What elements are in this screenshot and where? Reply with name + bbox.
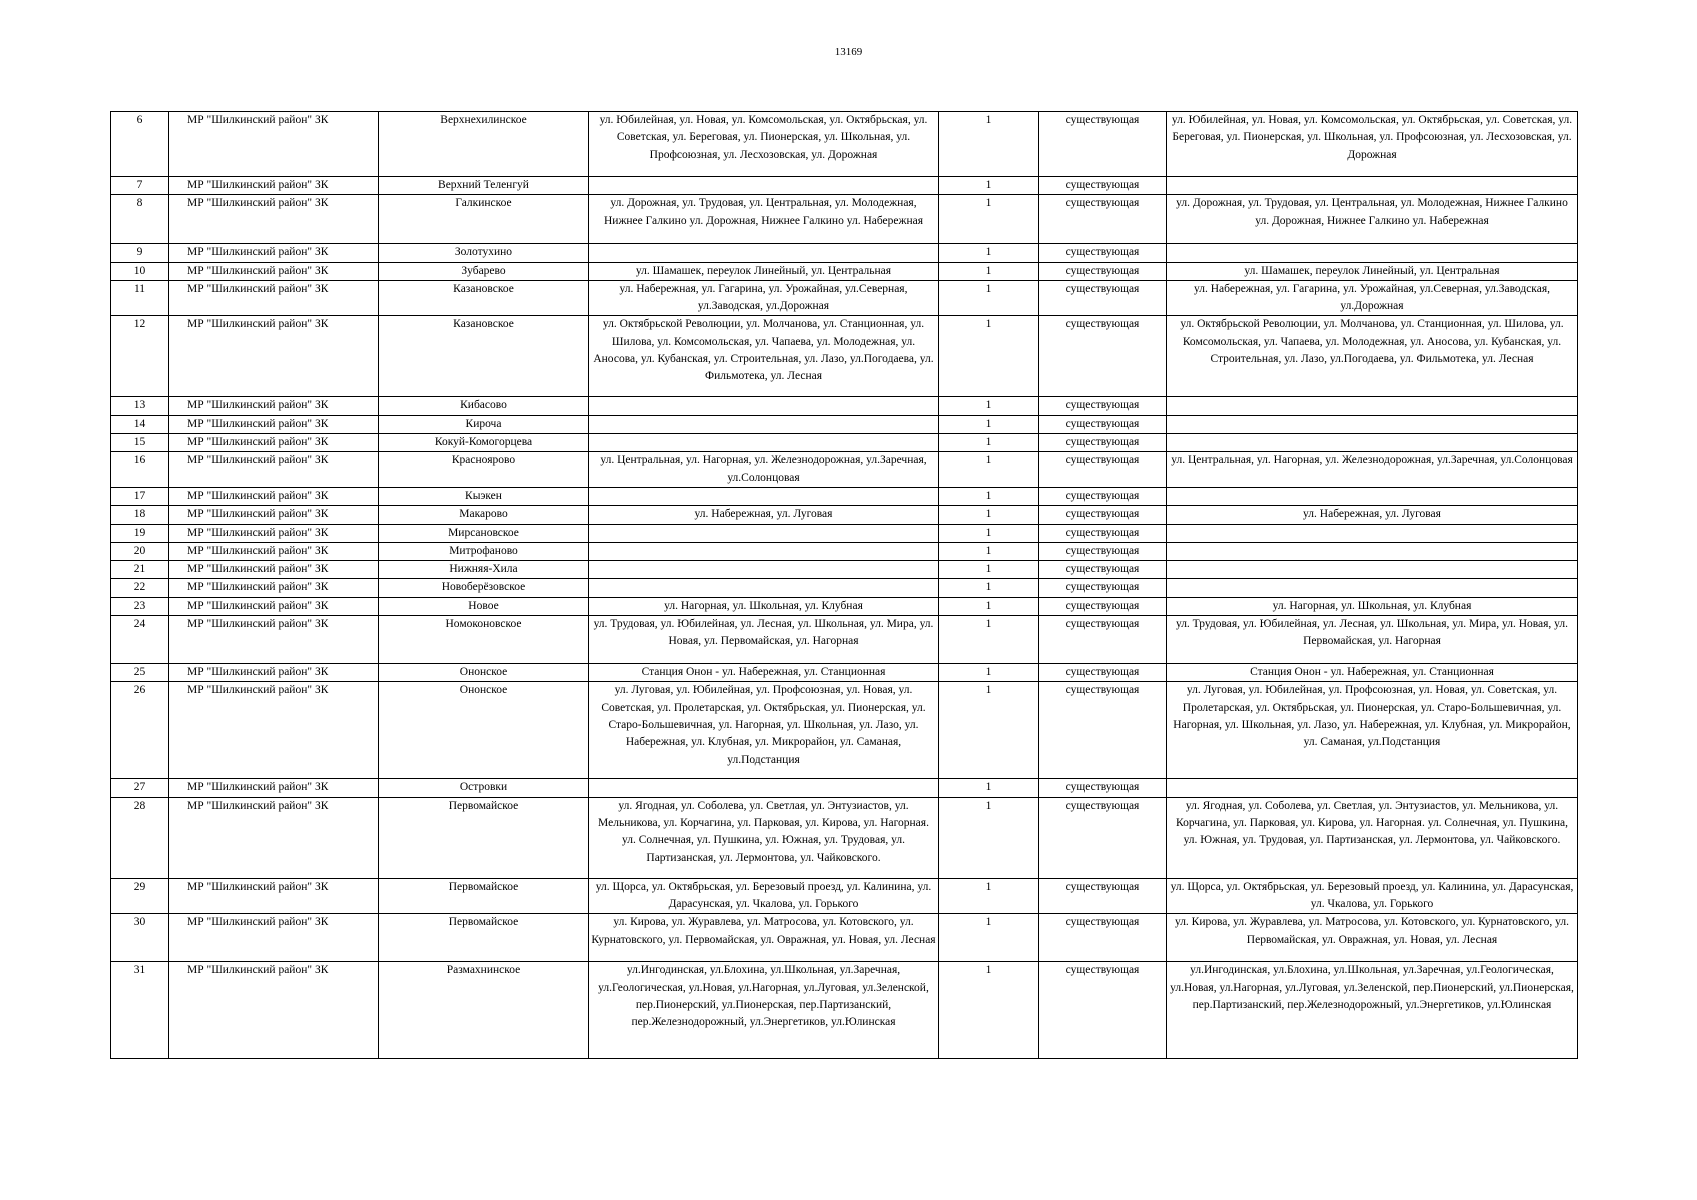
row-number-cell: 18 bbox=[111, 506, 169, 524]
quantity-cell: 1 bbox=[939, 616, 1039, 664]
covered-streets-cell bbox=[1167, 542, 1578, 560]
table-row bbox=[111, 542, 1578, 560]
covered-streets-cell: ул. Шамашек, переулок Линейный, ул. Центральная bbox=[1167, 262, 1578, 280]
settlement-cell: Зубарево bbox=[379, 262, 589, 280]
table-row bbox=[111, 316, 1578, 397]
covered-streets-cell bbox=[1167, 434, 1578, 452]
settlement-cell: Размахнинское bbox=[379, 962, 589, 1059]
table-row bbox=[111, 177, 1578, 195]
settlement-cell: Верхнехилинское bbox=[379, 112, 589, 177]
quantity-cell: 1 bbox=[939, 878, 1039, 914]
settlement-cell: Ононское bbox=[379, 682, 589, 779]
quantity-cell: 1 bbox=[939, 597, 1039, 615]
covered-streets-cell bbox=[1167, 177, 1578, 195]
settlement-cell: Кокуй-Комогорцева bbox=[379, 434, 589, 452]
covered-streets-cell: ул. Кирова, ул. Журавлева, ул. Матросова, ул. Котовского, ул. Курнатовского, ул. Первомайская, ул. Овражная, ул. Новая, ул. Лесная bbox=[1167, 914, 1578, 962]
row-number-cell: 21 bbox=[111, 561, 169, 579]
streets-cell: ул. Набережная, ул. Гагарина, ул. Урожайная, ул.Северная, ул.Заводская, ул.Дорожная bbox=[589, 280, 939, 316]
quantity-cell: 1 bbox=[939, 682, 1039, 779]
table-body bbox=[111, 112, 1578, 1059]
table-row bbox=[111, 280, 1578, 316]
municipality-cell: МР "Шилкинский район" ЗК bbox=[169, 542, 379, 560]
covered-streets-cell: ул. Ягодная, ул. Соболева, ул. Светлая, ул. Энтузиастов, ул. Мельникова, ул. Корчагина, ул. Парковая, ул. Кирова, ул. Нагорная. ул. Солнечная, ул. Пушкина, ул. Южная, ул. Трудовая, ул. Партизанская, ул. Лермонтова, ул. Чайковского. bbox=[1167, 797, 1578, 878]
covered-streets-cell bbox=[1167, 487, 1578, 505]
table-row bbox=[111, 962, 1578, 1059]
municipality-cell: МР "Шилкинский район" ЗК bbox=[169, 280, 379, 316]
streets-cell: ул. Нагорная, ул. Школьная, ул. Клубная bbox=[589, 597, 939, 615]
quantity-cell: 1 bbox=[939, 177, 1039, 195]
quantity-cell: 1 bbox=[939, 316, 1039, 397]
streets-cell bbox=[589, 397, 939, 415]
table-row bbox=[111, 616, 1578, 664]
quantity-cell: 1 bbox=[939, 397, 1039, 415]
municipality-cell: МР "Шилкинский район" ЗК bbox=[169, 797, 379, 878]
page-number: 13169 bbox=[834, 46, 863, 58]
row-number-cell: 7 bbox=[111, 177, 169, 195]
covered-streets-cell: ул. Набережная, ул. Луговая bbox=[1167, 506, 1578, 524]
settlement-cell: Митрофаново bbox=[379, 542, 589, 560]
row-number-cell: 19 bbox=[111, 524, 169, 542]
municipality-cell: МР "Шилкинский район" ЗК bbox=[169, 195, 379, 244]
settlement-cell: Кибасово bbox=[379, 397, 589, 415]
settlement-cell: Островки bbox=[379, 779, 589, 797]
status-cell: существующая bbox=[1039, 779, 1167, 797]
row-number-cell: 27 bbox=[111, 779, 169, 797]
covered-streets-cell bbox=[1167, 397, 1578, 415]
row-number-cell: 15 bbox=[111, 434, 169, 452]
quantity-cell: 1 bbox=[939, 542, 1039, 560]
covered-streets-cell: ул. Щорса, ул. Октябрьская, ул. Березовый проезд, ул. Калинина, ул. Дарасунская, ул. Чкалова, ул. Горького bbox=[1167, 878, 1578, 914]
settlement-cell: Первомайское bbox=[379, 914, 589, 962]
status-cell: существующая bbox=[1039, 579, 1167, 597]
municipality-cell: МР "Шилкинский район" ЗК bbox=[169, 262, 379, 280]
municipality-cell: МР "Шилкинский район" ЗК bbox=[169, 415, 379, 433]
streets-cell: ул. Набережная, ул. Луговая bbox=[589, 506, 939, 524]
table-row bbox=[111, 262, 1578, 280]
covered-streets-cell: ул. Центральная, ул. Нагорная, ул. Железнодорожная, ул.Заречная, ул.Солонцовая bbox=[1167, 452, 1578, 488]
status-cell: существующая bbox=[1039, 561, 1167, 579]
row-number-cell: 29 bbox=[111, 878, 169, 914]
table-row bbox=[111, 112, 1578, 177]
streets-cell: ул. Трудовая, ул. Юбилейная, ул. Лесная, ул. Школьная, ул. Мира, ул. Новая, ул. Первомайская, ул. Нагорная bbox=[589, 616, 939, 664]
municipality-cell: МР "Шилкинский район" ЗК bbox=[169, 452, 379, 488]
covered-streets-cell bbox=[1167, 415, 1578, 433]
covered-streets-cell: ул. Дорожная, ул. Трудовая, ул. Центральная, ул. Молодежная, Нижнее Галкино ул. Дорожная, Нижнее Галкино ул. Набережная bbox=[1167, 195, 1578, 244]
municipality-cell: МР "Шилкинский район" ЗК bbox=[169, 487, 379, 505]
settlement-cell: Мирсановское bbox=[379, 524, 589, 542]
settlement-cell: Казановское bbox=[379, 280, 589, 316]
settlement-table bbox=[110, 111, 1578, 1059]
table-row bbox=[111, 797, 1578, 878]
settlement-cell: Золотухино bbox=[379, 244, 589, 262]
settlement-cell: Новое bbox=[379, 597, 589, 615]
settlement-cell: Красноярово bbox=[379, 452, 589, 488]
row-number-cell: 13 bbox=[111, 397, 169, 415]
municipality-cell: МР "Шилкинский район" ЗК bbox=[169, 177, 379, 195]
streets-cell bbox=[589, 779, 939, 797]
status-cell: существующая bbox=[1039, 244, 1167, 262]
row-number-cell: 23 bbox=[111, 597, 169, 615]
table-row bbox=[111, 506, 1578, 524]
quantity-cell: 1 bbox=[939, 112, 1039, 177]
municipality-cell: МР "Шилкинский район" ЗК bbox=[169, 682, 379, 779]
covered-streets-cell bbox=[1167, 779, 1578, 797]
streets-cell: ул. Дорожная, ул. Трудовая, ул. Центральная, ул. Молодежная, Нижнее Галкино ул. Дорожная, Нижнее Галкино ул. Набережная bbox=[589, 195, 939, 244]
municipality-cell: МР "Шилкинский район" ЗК bbox=[169, 616, 379, 664]
status-cell: существующая bbox=[1039, 616, 1167, 664]
row-number-cell: 25 bbox=[111, 664, 169, 682]
row-number-cell: 26 bbox=[111, 682, 169, 779]
row-number-cell: 16 bbox=[111, 452, 169, 488]
covered-streets-cell: ул.Ингодинская, ул.Блохина, ул.Школьная, ул.Заречная, ул.Геологическая, ул.Новая, ул.Нагорная, ул.Луговая, ул.Зеленской, пер.Пионерский, ул.Пионерская, пер.Партизанский, пер.Железнодорожный, ул.Энергетиков, ул.Юлинская bbox=[1167, 962, 1578, 1059]
municipality-cell: МР "Шилкинский район" ЗК bbox=[169, 397, 379, 415]
table-row bbox=[111, 579, 1578, 597]
row-number-cell: 17 bbox=[111, 487, 169, 505]
quantity-cell: 1 bbox=[939, 779, 1039, 797]
municipality-cell: МР "Шилкинский район" ЗК bbox=[169, 914, 379, 962]
quantity-cell: 1 bbox=[939, 262, 1039, 280]
status-cell: существующая bbox=[1039, 524, 1167, 542]
streets-cell: ул. Ягодная, ул. Соболева, ул. Светлая, ул. Энтузиастов, ул. Мельникова, ул. Корчагина, ул. Парковая, ул. Кирова, ул. Нагорная. ул. Солнечная, ул. Пушкина, ул. Южная, ул. Трудовая, ул. Партизанская, ул. Лермонтова, ул. Чайковского. bbox=[589, 797, 939, 878]
settlement-cell: Галкинское bbox=[379, 195, 589, 244]
covered-streets-cell bbox=[1167, 561, 1578, 579]
table-row bbox=[111, 878, 1578, 914]
settlement-cell: Кыэкен bbox=[379, 487, 589, 505]
settlement-cell: Номоконовское bbox=[379, 616, 589, 664]
quantity-cell: 1 bbox=[939, 195, 1039, 244]
municipality-cell: МР "Шилкинский район" ЗК bbox=[169, 506, 379, 524]
status-cell: существующая bbox=[1039, 487, 1167, 505]
quantity-cell: 1 bbox=[939, 561, 1039, 579]
streets-cell bbox=[589, 415, 939, 433]
streets-cell bbox=[589, 542, 939, 560]
settlement-cell: Верхний Теленгуй bbox=[379, 177, 589, 195]
status-cell: существующая bbox=[1039, 682, 1167, 779]
streets-cell bbox=[589, 434, 939, 452]
streets-cell: ул. Юбилейная, ул. Новая, ул. Комсомольская, ул. Октябрьская, ул. Советская, ул. Береговая, ул. Пионерская, ул. Школьная, ул. Профсоюзная, ул. Лесхозовская, ул. Дорожная bbox=[589, 112, 939, 177]
status-cell: существующая bbox=[1039, 506, 1167, 524]
streets-cell: ул. Луговая, ул. Юбилейная, ул. Профсоюзная, ул. Новая, ул. Советская, ул. Пролетарская, ул. Октябрьская, ул. Пионерская, ул. Старо-Большевичная, ул. Нагорная, ул. Школьная, ул. Лазо, ул. Набережная, ул. Клубная, ул. Микрорайон, ул. Саманая, ул.Подстанция bbox=[589, 682, 939, 779]
covered-streets-cell: ул. Набережная, ул. Гагарина, ул. Урожайная, ул.Северная, ул.Заводская, ул.Дорожная bbox=[1167, 280, 1578, 316]
table-row bbox=[111, 682, 1578, 779]
status-cell: существующая bbox=[1039, 597, 1167, 615]
table-row bbox=[111, 397, 1578, 415]
table-row bbox=[111, 244, 1578, 262]
streets-cell bbox=[589, 487, 939, 505]
status-cell: существующая bbox=[1039, 434, 1167, 452]
streets-cell: ул. Центральная, ул. Нагорная, ул. Железнодорожная, ул.Заречная, ул.Солонцовая bbox=[589, 452, 939, 488]
settlement-cell: Ононское bbox=[379, 664, 589, 682]
covered-streets-cell: ул. Юбилейная, ул. Новая, ул. Комсомольская, ул. Октябрьская, ул. Советская, ул. Береговая, ул. Пионерская, ул. Школьная, ул. Профсоюзная, ул. Лесхозовская, ул. Дорожная bbox=[1167, 112, 1578, 177]
status-cell: существующая bbox=[1039, 177, 1167, 195]
row-number-cell: 22 bbox=[111, 579, 169, 597]
table-row bbox=[111, 487, 1578, 505]
table-row bbox=[111, 452, 1578, 488]
quantity-cell: 1 bbox=[939, 524, 1039, 542]
streets-cell: ул.Ингодинская, ул.Блохина, ул.Школьная, ул.Заречная, ул.Геологическая, ул.Новая, ул.Нагорная, ул.Луговая, ул.Зеленской, пер.Пионерский, ул.Пионерская, пер.Партизанский, пер.Железнодорожный, ул.Энергетиков, ул.Юлинская bbox=[589, 962, 939, 1059]
streets-cell bbox=[589, 244, 939, 262]
settlement-cell: Кироча bbox=[379, 415, 589, 433]
status-cell: существующая bbox=[1039, 914, 1167, 962]
covered-streets-cell: ул. Октябрьской Революции, ул. Молчанова, ул. Станционная, ул. Шилова, ул. Комсомольская, ул. Чапаева, ул. Молодежная, ул. Аносова, ул. Кубанская, ул. Строительная, ул. Лазо, ул.Погодаева, ул. Фильмотека, ул. Лесная bbox=[1167, 316, 1578, 397]
municipality-cell: МР "Шилкинский район" ЗК bbox=[169, 962, 379, 1059]
quantity-cell: 1 bbox=[939, 415, 1039, 433]
quantity-cell: 1 bbox=[939, 506, 1039, 524]
status-cell: существующая bbox=[1039, 797, 1167, 878]
table-row bbox=[111, 524, 1578, 542]
municipality-cell: МР "Шилкинский район" ЗК bbox=[169, 524, 379, 542]
settlement-cell: Казановское bbox=[379, 316, 589, 397]
municipality-cell: МР "Шилкинский район" ЗК bbox=[169, 561, 379, 579]
status-cell: существующая bbox=[1039, 316, 1167, 397]
quantity-cell: 1 bbox=[939, 280, 1039, 316]
table-row bbox=[111, 914, 1578, 962]
settlement-cell: Первомайское bbox=[379, 797, 589, 878]
municipality-cell: МР "Шилкинский район" ЗК bbox=[169, 664, 379, 682]
quantity-cell: 1 bbox=[939, 579, 1039, 597]
municipality-cell: МР "Шилкинский район" ЗК bbox=[169, 244, 379, 262]
row-number-cell: 6 bbox=[111, 112, 169, 177]
streets-cell: Станция Онон - ул. Набережная, ул. Станционная bbox=[589, 664, 939, 682]
row-number-cell: 8 bbox=[111, 195, 169, 244]
quantity-cell: 1 bbox=[939, 962, 1039, 1059]
municipality-cell: МР "Шилкинский район" ЗК bbox=[169, 434, 379, 452]
streets-cell bbox=[589, 579, 939, 597]
municipality-cell: МР "Шилкинский район" ЗК bbox=[169, 112, 379, 177]
row-number-cell: 24 bbox=[111, 616, 169, 664]
municipality-cell: МР "Шилкинский район" ЗК bbox=[169, 579, 379, 597]
covered-streets-cell bbox=[1167, 244, 1578, 262]
settlement-cell: Новоберёзовское bbox=[379, 579, 589, 597]
quantity-cell: 1 bbox=[939, 244, 1039, 262]
status-cell: существующая bbox=[1039, 664, 1167, 682]
covered-streets-cell: ул. Нагорная, ул. Школьная, ул. Клубная bbox=[1167, 597, 1578, 615]
row-number-cell: 14 bbox=[111, 415, 169, 433]
status-cell: существующая bbox=[1039, 397, 1167, 415]
row-number-cell: 31 bbox=[111, 962, 169, 1059]
municipality-cell: МР "Шилкинский район" ЗК bbox=[169, 779, 379, 797]
table-row bbox=[111, 561, 1578, 579]
covered-streets-cell: ул. Луговая, ул. Юбилейная, ул. Профсоюзная, ул. Новая, ул. Советская, ул. Пролетарская, ул. Октябрьская, ул. Пионерская, ул. Старо-Большевичная, ул. Нагорная, ул. Школьная, ул. Лазо, ул. Набережная, ул. Клубная, ул. Микрорайон, ул. Саманая, ул.Подстанция bbox=[1167, 682, 1578, 779]
row-number-cell: 10 bbox=[111, 262, 169, 280]
quantity-cell: 1 bbox=[939, 664, 1039, 682]
streets-cell bbox=[589, 524, 939, 542]
municipality-cell: МР "Шилкинский район" ЗК bbox=[169, 316, 379, 397]
settlement-cell: Первомайское bbox=[379, 878, 589, 914]
streets-cell: ул. Кирова, ул. Журавлева, ул. Матросова, ул. Котовского, ул. Курнатовского, ул. Первомайская, ул. Овражная, ул. Новая, ул. Лесная bbox=[589, 914, 939, 962]
status-cell: существующая bbox=[1039, 542, 1167, 560]
quantity-cell: 1 bbox=[939, 452, 1039, 488]
row-number-cell: 9 bbox=[111, 244, 169, 262]
table-row bbox=[111, 597, 1578, 615]
status-cell: существующая bbox=[1039, 878, 1167, 914]
streets-cell bbox=[589, 561, 939, 579]
quantity-cell: 1 bbox=[939, 487, 1039, 505]
row-number-cell: 11 bbox=[111, 280, 169, 316]
table-row bbox=[111, 779, 1578, 797]
row-number-cell: 20 bbox=[111, 542, 169, 560]
streets-cell: ул. Щорса, ул. Октябрьская, ул. Березовый проезд, ул. Калинина, ул. Дарасунская, ул. Чкалова, ул. Горького bbox=[589, 878, 939, 914]
streets-cell bbox=[589, 177, 939, 195]
settlement-cell: Макарово bbox=[379, 506, 589, 524]
table-row bbox=[111, 195, 1578, 244]
covered-streets-cell bbox=[1167, 524, 1578, 542]
quantity-cell: 1 bbox=[939, 797, 1039, 878]
streets-cell: ул. Октябрьской Революции, ул. Молчанова, ул. Станционная, ул. Шилова, ул. Комсомольская, ул. Чапаева, ул. Молодежная, ул. Аносова, ул. Кубанская, ул. Строительная, ул. Лазо, ул.Погодаева, ул. Фильмотека, ул. Лесная bbox=[589, 316, 939, 397]
row-number-cell: 12 bbox=[111, 316, 169, 397]
quantity-cell: 1 bbox=[939, 434, 1039, 452]
streets-cell: ул. Шамашек, переулок Линейный, ул. Центральная bbox=[589, 262, 939, 280]
status-cell: существующая bbox=[1039, 452, 1167, 488]
row-number-cell: 28 bbox=[111, 797, 169, 878]
status-cell: существующая bbox=[1039, 112, 1167, 177]
status-cell: существующая bbox=[1039, 195, 1167, 244]
quantity-cell: 1 bbox=[939, 914, 1039, 962]
municipality-cell: МР "Шилкинский район" ЗК bbox=[169, 878, 379, 914]
covered-streets-cell: ул. Трудовая, ул. Юбилейная, ул. Лесная, ул. Школьная, ул. Мира, ул. Новая, ул. Первомайская, ул. Нагорная bbox=[1167, 616, 1578, 664]
covered-streets-cell bbox=[1167, 579, 1578, 597]
table-row bbox=[111, 434, 1578, 452]
covered-streets-cell: Станция Онон - ул. Набережная, ул. Станционная bbox=[1167, 664, 1578, 682]
status-cell: существующая bbox=[1039, 280, 1167, 316]
municipality-cell: МР "Шилкинский район" ЗК bbox=[169, 597, 379, 615]
status-cell: существующая bbox=[1039, 962, 1167, 1059]
status-cell: существующая bbox=[1039, 262, 1167, 280]
status-cell: существующая bbox=[1039, 415, 1167, 433]
table-row bbox=[111, 415, 1578, 433]
row-number-cell: 30 bbox=[111, 914, 169, 962]
table-row bbox=[111, 664, 1578, 682]
settlement-cell: Нижняя-Хила bbox=[379, 561, 589, 579]
